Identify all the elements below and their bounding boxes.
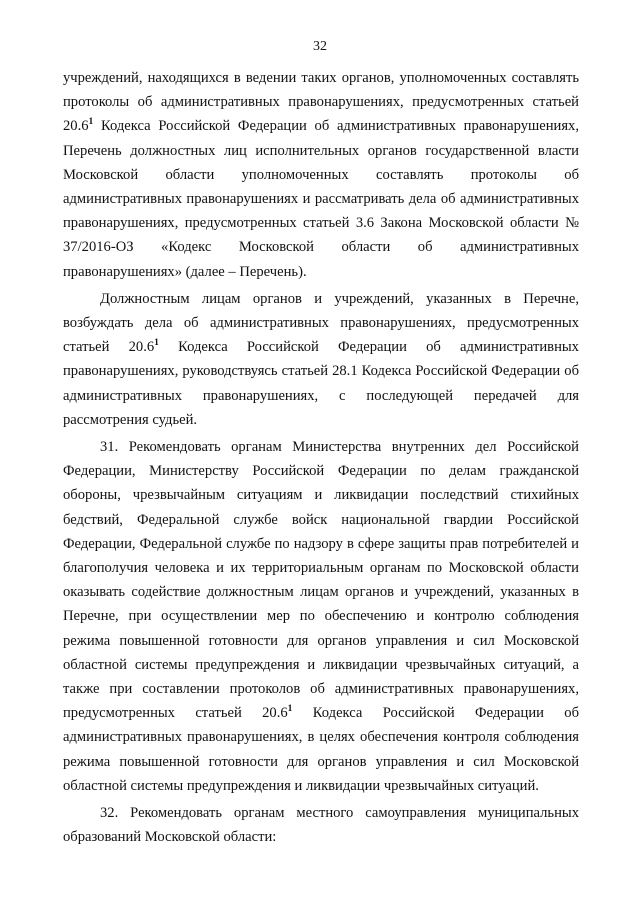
paragraph-text: 31. Рекомендовать органам Министерства внутренних дел Российской Федерации, Министерству Российской Федерации по делам гражданской обороны, чрезвычайным ситуациям и ликвидации последствий стихийных бедствий, Федеральной службе войск национальной гвардии Российской Федерации, Федеральной службе по надзору в сфере защиты прав потребителей и благополучия человека и их территориальным органам по Московской области оказывать содействие должностным лицам органов и учреждений, указанных в Перечне, при осуществлении мер по обеспечению и контролю соблюдения режима повышенной готовности для органов управления и сил Московской областной системы предупреждения и ликвидации чрезвычайных ситуаций, а также при составлении протоколов об административных правонарушениях, предусмотренных статьей 20.6 bbox=[63, 439, 579, 722]
paragraph-item-31 bbox=[63, 435, 579, 798]
paragraph-officials bbox=[63, 287, 579, 432]
page-number: 32 bbox=[313, 39, 327, 54]
paragraph-text: Кодекса Российской Федерации об административных правонарушениях, руководствуясь статьей 28.1 Кодекса Российской Федерации об административных правонарушениях, с последующей передачей для рассмотрения судьей. bbox=[63, 339, 579, 428]
superscript: 1 bbox=[88, 117, 94, 128]
paragraph-text: 32. Рекомендовать органам местного самоуправления муниципальных образований Московской области: bbox=[63, 805, 579, 846]
superscript: 1 bbox=[287, 704, 293, 715]
paragraph-text: Должностным лицам органов и учреждений, указанных в Перечне, возбуждать дела об административных правонарушениях, предусмотренных статьей 20.6 bbox=[63, 290, 579, 356]
paragraph-text: учреждений, находящихся в ведении таких органов, уполномоченных составлять протоколы об административных правонарушениях, предусмотренных статьей 20.6 bbox=[63, 70, 579, 135]
paragraph-continuation bbox=[63, 66, 579, 284]
superscript: 1 bbox=[154, 338, 159, 349]
paragraph-text: Кодекса Российской Федерации об административных правонарушениях, Перечень должностных лиц исполнительных органов государственной власти Московской области уполномоченных составлять протоколы об административных правонарушениях и рассматривать дела об административных правонарушениях, предусмотренных статьей 3.6 Закона Московской области № 37/2016-ОЗ «Кодекс Московской области об административных правонарушениях» (далее – Перечень). bbox=[63, 118, 579, 280]
paragraph-item-32 bbox=[63, 801, 579, 849]
body-text bbox=[63, 66, 579, 850]
paragraph-text: Кодекса Российской Федерации об административных правонарушениях, в целях обеспечения контроля соблюдения режима повышенной готовности для органов управления и сил Московской областной системы предупреждения и ликвидации чрезвычайных ситуаций. bbox=[63, 705, 579, 794]
